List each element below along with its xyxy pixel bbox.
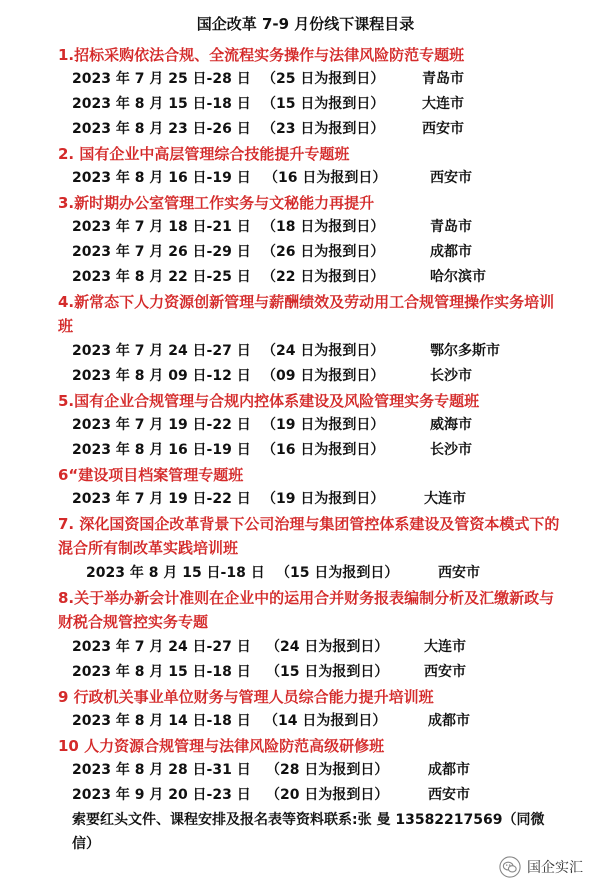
watermark-label: 国企实汇 (527, 860, 583, 876)
course-heading-1: 1.招标采购依法合规、全流程实务操作与法律风险防范专题班 (58, 46, 465, 64)
session-date: 2023 年 8 月 15 日-18 日 (86, 565, 265, 581)
session-city: 西安市 (424, 664, 466, 680)
session-city: 鄂尔多斯市 (430, 343, 500, 359)
course-heading-10: 10 人力资源合规管理与法律风险防范高级研修班 (58, 737, 385, 755)
session-city: 哈尔滨市 (430, 269, 486, 285)
session-arrival: （15 日为报到日） (266, 664, 389, 680)
session-arrival: （20 日为报到日） (266, 787, 389, 803)
session-arrival: （09 日为报到日） (262, 368, 385, 384)
session-city: 成都市 (428, 762, 470, 778)
session-arrival: （15 日为报到日） (262, 96, 385, 112)
session-city: 青岛市 (422, 71, 464, 87)
session-city: 大连市 (424, 639, 466, 655)
contact-info: 索要红头文件、课程安排及报名表等资料联系:张 曼 13582217569（同微信） (72, 812, 545, 852)
session-arrival: （28 日为报到日） (266, 762, 389, 778)
session-arrival: （16 日为报到日） (264, 170, 387, 186)
page-title: 国企改革 7-9 月份线下课程目录 (196, 15, 415, 33)
session-city: 成都市 (428, 713, 470, 729)
session-arrival: （19 日为报到日） (262, 417, 385, 433)
session-date: 2023 年 8 月 16 日-19 日 (72, 442, 251, 458)
session-date: 2023 年 8 月 22 日-25 日 (72, 269, 251, 285)
session-arrival: （19 日为报到日） (262, 491, 385, 507)
course-heading-8: 8.关于举办新会计准则在企业中的运用合并财务报表编制分析及汇缴新政与财税合规管控实务专题 (58, 589, 555, 631)
session-date: 2023 年 8 月 09 日-12 日 (72, 368, 251, 384)
session-arrival: （24 日为报到日） (266, 639, 389, 655)
session-date: 2023 年 8 月 15 日-18 日 (72, 96, 251, 112)
session-date: 2023 年 7 月 18 日-21 日 (72, 219, 251, 235)
session-arrival: （14 日为报到日） (264, 713, 387, 729)
course-heading-4: 4.新常态下人力资源创新管理与薪酬绩效及劳动用工合规管理操作实务培训班 (58, 293, 555, 335)
course-heading-2: 2. 国有企业中高层管理综合技能提升专题班 (58, 145, 350, 163)
session-arrival: （24 日为报到日） (262, 343, 385, 359)
session-city: 长沙市 (430, 368, 472, 384)
session-date: 2023 年 8 月 28 日-31 日 (72, 762, 251, 778)
session-city: 西安市 (430, 170, 472, 186)
session-arrival: （25 日为报到日） (262, 71, 385, 87)
session-arrival: （26 日为报到日） (262, 244, 385, 260)
session-city: 西安市 (438, 565, 480, 581)
session-date: 2023 年 7 月 19 日-22 日 (72, 417, 251, 433)
session-city: 西安市 (428, 787, 470, 803)
session-date: 2023 年 7 月 25 日-28 日 (72, 71, 251, 87)
session-arrival: （15 日为报到日） (276, 565, 399, 581)
course-heading-3: 3.新时期办公室管理工作实务与文秘能力再提升 (58, 194, 375, 212)
session-date: 2023 年 8 月 23 日-26 日 (72, 121, 251, 137)
session-date: 2023 年 8 月 16 日-19 日 (72, 170, 251, 186)
session-date: 2023 年 9 月 20 日-23 日 (72, 787, 251, 803)
course-heading-7: 7. 深化国资国企改革背景下公司治理与集团管控体系建设及管资本模式下的混合所有制改革实践培训班 (58, 515, 560, 557)
session-date: 2023 年 8 月 14 日-18 日 (72, 713, 251, 729)
session-date: 2023 年 7 月 24 日-27 日 (72, 343, 251, 359)
course-heading-6: 6“建设项目档案管理专题班 (58, 466, 244, 484)
course-heading-5: 5.国有企业合规管理与合规内控体系建设及风险管理实务专题班 (58, 392, 480, 410)
session-arrival: （18 日为报到日） (262, 219, 385, 235)
session-arrival: （16 日为报到日） (262, 442, 385, 458)
session-city: 西安市 (422, 121, 464, 137)
session-city: 成都市 (430, 244, 472, 260)
wechat-icon (499, 856, 521, 878)
session-arrival: （23 日为报到日） (262, 121, 385, 137)
course-heading-9: 9 行政机关事业单位财务与管理人员综合能力提升培训班 (58, 688, 434, 706)
session-city: 威海市 (430, 417, 472, 433)
session-city: 青岛市 (430, 219, 472, 235)
session-date: 2023 年 7 月 19 日-22 日 (72, 491, 251, 507)
session-date: 2023 年 8 月 15 日-18 日 (72, 664, 251, 680)
session-date: 2023 年 7 月 26 日-29 日 (72, 244, 251, 260)
session-arrival: （22 日为报到日） (262, 269, 385, 285)
session-city: 长沙市 (430, 442, 472, 458)
session-city: 大连市 (422, 96, 464, 112)
watermark (499, 855, 583, 879)
session-city: 大连市 (424, 491, 466, 507)
session-date: 2023 年 7 月 24 日-27 日 (72, 639, 251, 655)
